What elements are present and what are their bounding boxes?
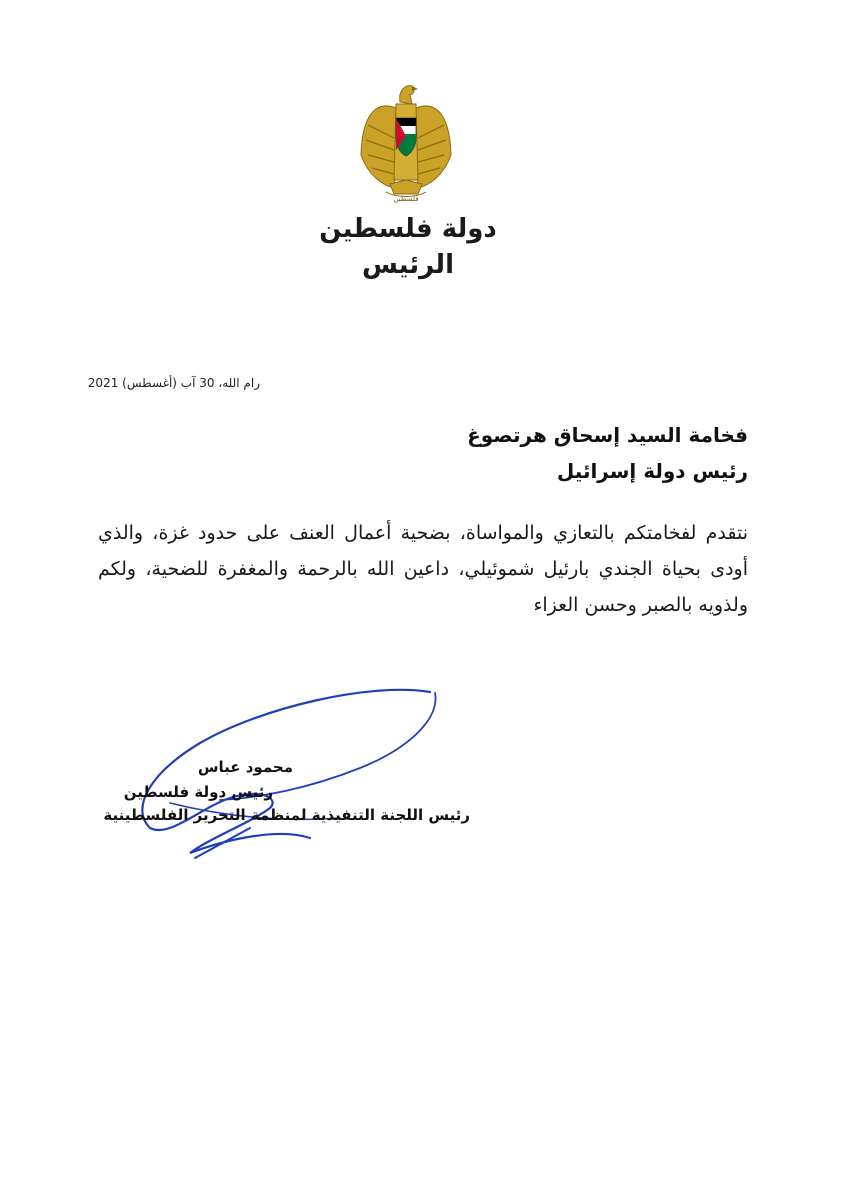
signatory-title: رئيس دولة فلسطين xyxy=(123,783,273,801)
state-name-heading: دولة فلسطين xyxy=(319,214,497,244)
addressee-name: فخامة السيد إسحاق هرتصوغ xyxy=(467,423,748,447)
letter-body: نتقدم لفخامتكم بالتعازي والمواساة، بضحية أعمال العنف على حدود غزة، والذي أودى بحياة الجندي بارئيل شموئيلي، داعين الله بالرحمة والمغفرة للضحية، ولكم ولذويه بالصبر وحسن العزاء xyxy=(98,522,748,616)
signatory-plo-title: رئيس اللجنة التنفيذية لمنظمة التحرير الفلسطينية xyxy=(103,806,470,824)
role-heading: الرئيس xyxy=(362,250,454,280)
palestine-eagle-emblem-icon xyxy=(356,80,456,205)
emblem-inscription: فلسطين xyxy=(393,195,419,203)
handwritten-signature-icon xyxy=(110,688,450,868)
signatory-name: محمود عباس xyxy=(197,758,293,776)
letter-date: رام الله، 30 آب (أغسطس) 2021 xyxy=(87,376,260,390)
addressee-title: رئيس دولة إسرائيل xyxy=(556,459,748,483)
